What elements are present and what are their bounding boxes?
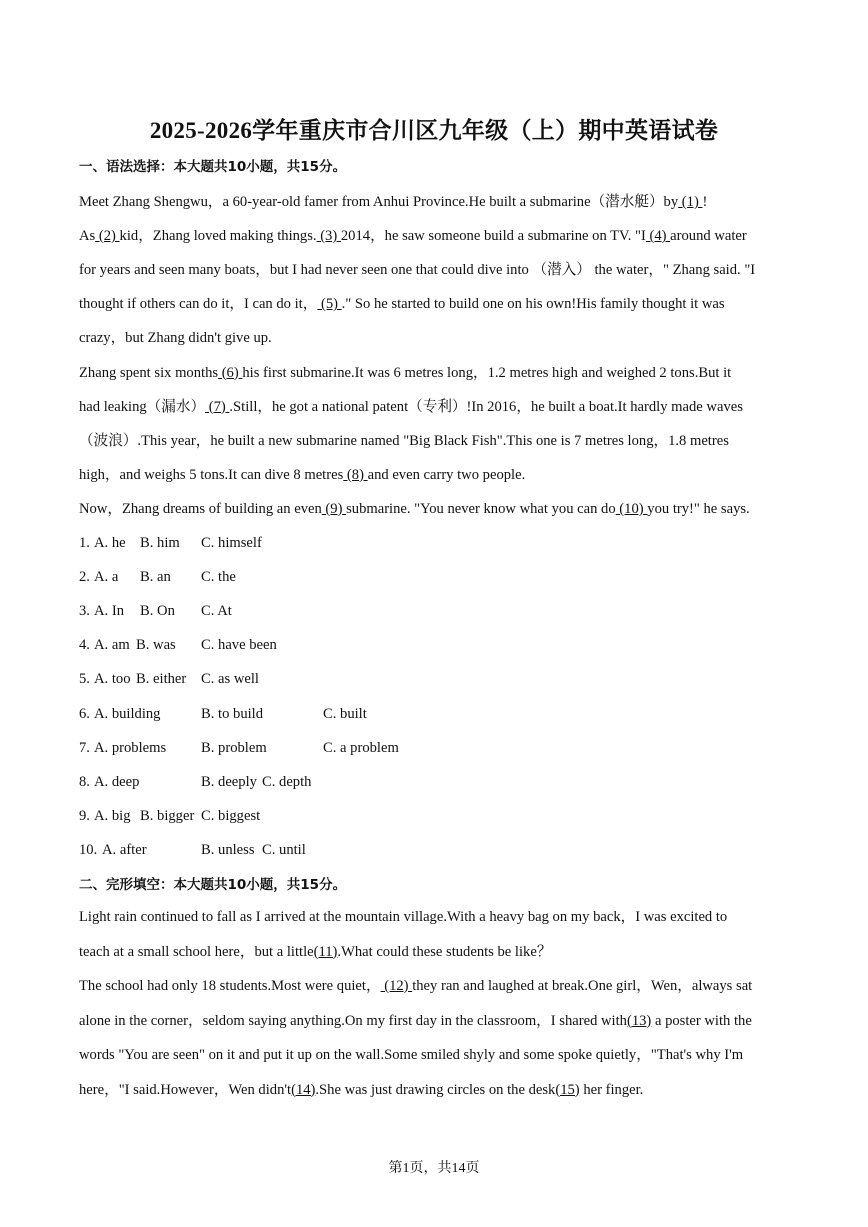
option-c: C. the xyxy=(201,569,236,586)
option-a: A. building xyxy=(94,705,161,722)
passage-text: his first submarine.It was 6 metres long，1.2 metres high and weighed 2 tons.But it xyxy=(242,364,732,381)
page-title: 2025-2026学年重庆市合川区九年级（上）期中英语试卷 xyxy=(149,118,719,143)
passage-text: you try!" he says. xyxy=(647,500,750,517)
option-c: C. have been xyxy=(201,637,277,654)
option-b: B. problem xyxy=(201,739,267,756)
blank-marker: (13) xyxy=(626,1012,652,1029)
passage-text: crazy，but Zhang didn't give up. xyxy=(79,330,272,347)
section2-heading: 二、完形填空：本大题共10小题，共15分。 xyxy=(79,877,347,893)
option-c: C. At xyxy=(201,603,232,620)
passage-line xyxy=(79,1080,643,1100)
passage-text: Now，Zhang dreams of building an even xyxy=(79,500,322,517)
option-b: B. him xyxy=(140,535,180,551)
option-number: 4. xyxy=(79,637,90,654)
passage-text: Meet Zhang Shengwu，a 60-year-old famer from Anhui Province.He built a submarine（潜水艇）by xyxy=(79,194,679,210)
passage-line xyxy=(79,192,707,212)
option-a: A. am xyxy=(94,637,130,654)
blank-marker: (3) xyxy=(316,228,341,245)
blank-marker: (12) xyxy=(380,978,413,994)
section1-heading: 一、语法选择：本大题共10小题，共15分。 xyxy=(79,159,347,175)
blank-marker: (8) xyxy=(343,466,368,483)
option-number: 6. xyxy=(79,705,90,722)
passage-line xyxy=(79,328,272,348)
passage-text: for years and seen many boats，but I had never seen one that could dive into （潜入） the water，" Zhang said. "I xyxy=(79,262,756,279)
passage-line xyxy=(79,1045,743,1065)
option-b: B. deeply xyxy=(201,773,257,790)
passage-text: a poster with the xyxy=(651,1012,752,1029)
passage-line xyxy=(79,397,743,417)
option-a: A. after xyxy=(102,841,147,858)
blank-marker: (2) xyxy=(95,228,120,245)
passage-text: and even carry two people. xyxy=(367,466,526,483)
passage-text: teach at a small school here，but a little xyxy=(79,943,314,960)
option-number: 3. xyxy=(79,603,90,620)
passage-text: ! xyxy=(702,194,708,210)
passage-text: .What could these students be like？ xyxy=(337,943,552,960)
passage-text: （波浪）.This year，he built a new submarine named "Big Black Fish".This one is 7 metres long，1.8 metres xyxy=(79,432,729,449)
option-c: C. depth xyxy=(262,773,312,790)
option-c: C. a problem xyxy=(323,739,399,756)
blank-marker: (15) xyxy=(555,1081,580,1098)
option-b: B. was xyxy=(136,637,176,654)
blank-marker: (7) xyxy=(205,398,230,415)
passage-text: 2014，he saw someone build a submarine on TV. "I xyxy=(340,228,646,245)
passage-line xyxy=(79,942,551,962)
option-b: B. On xyxy=(140,603,175,620)
blank-marker: (1) xyxy=(678,194,703,210)
passage-text: around water xyxy=(670,228,747,245)
passage-text: high，and weighs 5 tons.It can dive 8 metres xyxy=(79,466,344,483)
option-b: B. bigger xyxy=(140,807,195,824)
blank-marker: (10) xyxy=(615,500,648,517)
option-b: B. unless xyxy=(201,841,255,858)
option-b: B. to build xyxy=(201,705,264,722)
passage-text: Zhang spent six months xyxy=(79,364,219,381)
option-c: C. until xyxy=(262,841,306,858)
option-number: 9. xyxy=(79,807,90,824)
option-a: A. In xyxy=(94,603,124,620)
passage-line xyxy=(79,1011,752,1031)
passage-line xyxy=(79,465,525,485)
option-b: B. an xyxy=(140,569,171,586)
passage-text: kid，Zhang loved making things. xyxy=(119,228,317,245)
option-number: 1. xyxy=(79,535,90,551)
passage-line xyxy=(79,260,755,280)
passage-text: .Still，he got a national patent（专利）!In 2016，he built a boat.It hardly made waves xyxy=(229,398,743,415)
option-b: B. either xyxy=(136,671,187,688)
option-a: A. problems xyxy=(94,739,167,756)
passage-line xyxy=(79,226,747,246)
option-a: A. he xyxy=(94,535,126,551)
option-a: A. big xyxy=(94,807,131,824)
passage-text: alone in the corner，seldom saying anything.On my first day in the classroom，I shared with xyxy=(79,1012,627,1029)
passage-text: her finger. xyxy=(579,1081,644,1098)
option-c: C. biggest xyxy=(201,807,261,824)
option-a: A. a xyxy=(94,569,119,586)
passage-text: had leaking（漏水） xyxy=(79,398,206,415)
passage-text: The school had only 18 students.Most were quiet， xyxy=(79,978,381,994)
option-number: 7. xyxy=(79,739,90,756)
blank-marker: (6) xyxy=(218,364,243,381)
passage-text: words "You are seen" on it and put it up on the wall.Some smiled shyly and some spoke quietly，"That's why I'm xyxy=(79,1047,744,1063)
blank-marker: (9) xyxy=(321,500,347,517)
passage-text: submarine. "You never know what you can do xyxy=(346,500,616,517)
passage-text: .She was just drawing circles on the desk xyxy=(315,1081,556,1098)
blank-marker: (11) xyxy=(313,943,338,960)
passage-text: Light rain continued to fall as I arrived at the mountain village.With a heavy bag on my back，I was excited to xyxy=(79,909,728,925)
option-number: 10. xyxy=(79,841,98,858)
blank-marker: (14) xyxy=(291,1081,316,1098)
option-number: 2. xyxy=(79,569,90,586)
option-a: A. deep xyxy=(94,773,140,790)
passage-text: they ran and laughed at break.One girl，Wen，always sat xyxy=(412,978,753,994)
blank-marker: (4) xyxy=(645,228,671,245)
passage-line xyxy=(79,907,727,927)
passage-text: As xyxy=(79,228,96,245)
option-number: 5. xyxy=(79,671,90,688)
passage-line xyxy=(79,976,752,996)
passage-line xyxy=(79,431,729,451)
page-footer: 第1页，共14页 xyxy=(388,1161,480,1176)
passage-line xyxy=(79,363,731,383)
option-c: C. himself xyxy=(201,535,262,551)
passage-line xyxy=(79,499,750,519)
passage-text: ." So he started to build one on his own!His family thought it was xyxy=(341,296,725,313)
passage-text: here，"I said.However，Wen didn't xyxy=(79,1081,292,1098)
blank-marker: (5) xyxy=(317,296,342,313)
option-c: C. built xyxy=(323,705,367,722)
option-number: 8. xyxy=(79,773,90,790)
passage-line xyxy=(79,294,725,314)
option-c: C. as well xyxy=(201,671,259,688)
option-a: A. too xyxy=(94,671,131,688)
passage-text: thought if others can do it，I can do it， xyxy=(79,296,318,313)
